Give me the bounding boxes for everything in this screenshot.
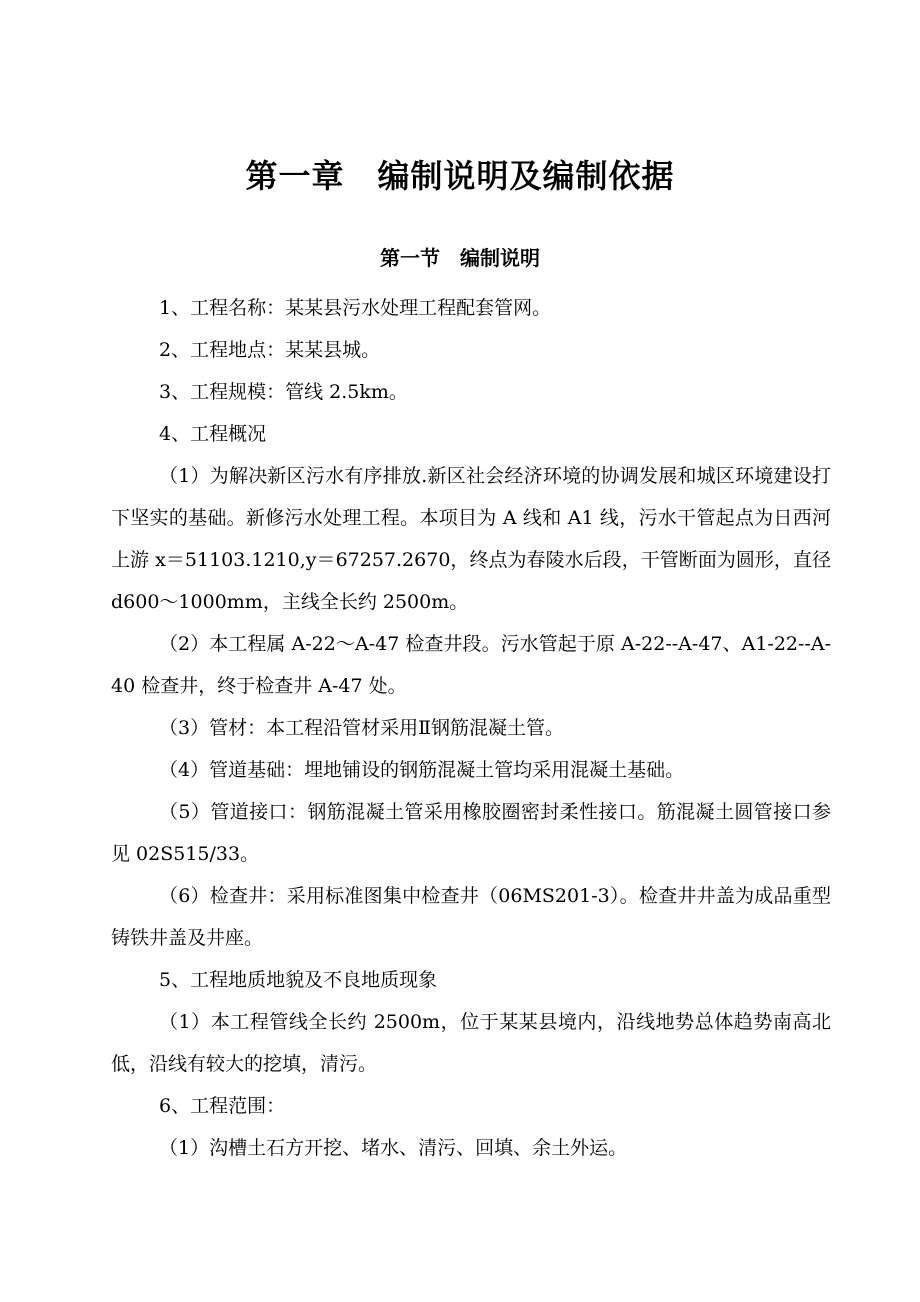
paragraph-overview-2: （2）本工程属 A-22～A-47 检查井段。污水管起于原 A-22--A-47、A1-22--A-40 检查井，终于检查井 A-47 处。 <box>111 633 831 697</box>
paragraph-scope-1: （1）沟槽土石方开挖、堵水、清污、回填、余土外运。 <box>159 1137 628 1159</box>
paragraph-manhole: （6）检查井：采用标准图集中检查井（06MS201-3）。检查井井盖为成品重型铸铁井盖及井座。 <box>111 885 831 949</box>
paragraph-project-name: 1、工程名称：某某县污水处理工程配套管网。 <box>159 297 552 319</box>
paragraph-project-scale: 3、工程规模：管线 2.5km。 <box>159 381 408 403</box>
paragraph-project-location: 2、工程地点：某某县城。 <box>159 339 381 361</box>
chapter-title: 第一章 编制说明及编制依据 <box>245 157 675 195</box>
paragraph-pipe-joint: （5）管道接口：钢筋混凝土管采用橡胶圈密封柔性接口。筋混凝土圆管接口参见 02S515/33。 <box>111 801 831 865</box>
paragraph-pipe-material: （3）管材：本工程沿管材采用Ⅱ钢筋混凝土管。 <box>159 717 565 739</box>
paragraph-overview-1: （1）为解决新区污水有序排放.新区社会经济环境的协调发展和城区环境建设打下坚实的基础。新修污水处理工程。本项目为 A 线和 A1 线，污水干管起点为日西河上游 x＝51103.1210,y＝67257.2670，终点为春陵水后段，干管断面为圆形，直径 d600～1000mm，主线全长约 2500m。 <box>111 465 831 613</box>
paragraph-geology-1: （1）本工程管线全长约 2500m，位于某某县境内，沿线地势总体趋势南高北低，沿线有较大的挖填，清污。 <box>111 1011 831 1075</box>
paragraph-geology-heading: 5、工程地质地貌及不良地质现象 <box>159 969 438 991</box>
section-title: 第一节 编制说明 <box>380 246 540 270</box>
paragraph-pipe-foundation: （4）管道基础：埋地铺设的钢筋混凝土管均采用混凝土基础。 <box>159 759 685 781</box>
paragraph-overview-heading: 4、工程概况 <box>159 423 267 445</box>
paragraph-scope-heading: 6、工程范围： <box>159 1095 286 1117</box>
body-text <box>111 287 831 1169</box>
